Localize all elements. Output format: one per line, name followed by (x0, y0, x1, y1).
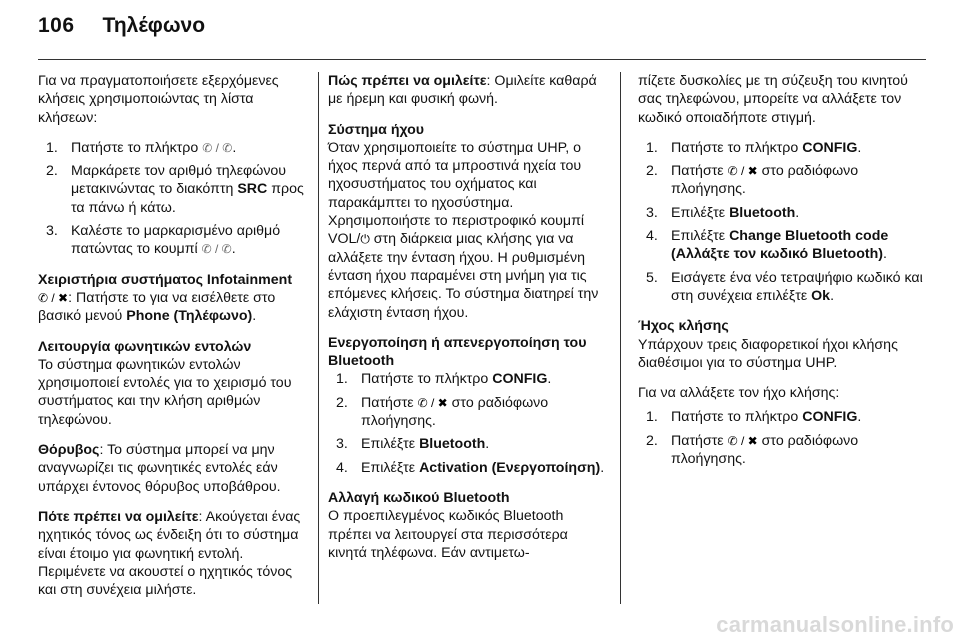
list-item: 2. Πατήστε ✆ / ✖ στο ραδιόφωνο πλοήγησης. (646, 432, 859, 468)
section-heading: Χειριστήρια συστήματος Infotainment (38, 271, 293, 288)
ringtone-paragraph: Υπάρχουν τρεις διαφορετικοί ήχοι κλήσης διαθέσιμοι για το σύστημα UHP. (638, 336, 898, 371)
section-heading: Αλλαγή κωδικού Bluetooth (328, 489, 510, 506)
intro-paragraph: Για να πραγματοποιήσετε εξερχόμενες κλήσεις χρησιμοποιώντας τη λίστα κλήσεων: (38, 73, 279, 126)
how-to-speak-paragraph: Πώς πρέπει να ομιλείτε: Ομιλείτε καθαρά με ήρεμη και φυσική φωνή. (328, 73, 597, 108)
column-1 (38, 72, 308, 611)
section-heading: Ενεργοποίηση ή απενεργοποίηση του Bluetooth (328, 334, 587, 370)
phone-tools-icon: ✆ / ✖ (417, 395, 448, 410)
column-3 (638, 72, 928, 480)
list-item: 1. Πατήστε το πλήκτρο CONFIG. (336, 371, 552, 388)
list-item: 2. Πατήστε ✆ / ✖ στο ραδιόφωνο πλοήγησης. (646, 163, 859, 198)
code-continued-paragraph: πίζετε δυσκολίες με τη σύζευξη του κινητού σας τηλεφώνου, μπορείτε να αλλάξετε τον κωδικό οποιαδήποτε στιγμή. (638, 73, 908, 126)
list-item: 4. Επιλέξτε Activation (Ενεργοποίηση). (336, 459, 605, 476)
infotainment-paragraph: ✆ / ✖: Πατήστε το για να εισέλθετε στο βασικό μενού Phone (Τηλέφωνο). (38, 289, 276, 325)
list-item: 1. Πατήστε το πλήκτρο ✆ / ✆. (46, 139, 237, 156)
list-item: 1. Πατήστε το πλήκτρο CONFIG. (646, 139, 862, 156)
section-heading: Σύστημα ήχου (328, 121, 425, 138)
list-item: 2. Πατήστε ✆ / ✖ στο ραδιόφωνο πλοήγησης. (336, 394, 549, 430)
column-divider (620, 72, 621, 604)
bluetooth-steps (328, 370, 608, 476)
change-code-steps (638, 139, 928, 305)
list-item: 4. Επιλέξτε Change Bluetooth code (Αλλάξτε τον κωδικό Bluetooth). (646, 228, 889, 263)
noise-paragraph: Θόρυβος: Το σύστημα μπορεί να μην αναγνωρίζει τις φωνητικές εντολές εάν υπάρχει έντονος θόρυβος υποβάθρου. (38, 442, 281, 495)
column-2 (328, 72, 608, 574)
list-item: 1. Πατήστε το πλήκτρο CONFIG. (646, 409, 862, 426)
power-icon: ⏻ (360, 232, 370, 247)
header-rule (38, 59, 926, 60)
page-header (38, 14, 205, 50)
page-number: 106 (38, 14, 75, 37)
list-item: 3. Επιλέξτε Bluetooth. (646, 204, 800, 221)
ringtone-intro: Για να αλλάξετε τον ήχο κλήσης: (638, 385, 840, 402)
phone-call-end-icon: ✆ / ✆ (201, 242, 232, 257)
sound-paragraph: Όταν χρησιμοποιείτε το σύστημα UHP, ο ήχος περνά από τα μπροστινά ηχεία του ηχοσυστήματος του οχήματος και παρακάμπτει το ηχοσύστημα. Χρησιμοποιήστε το περιστροφικό κουμπί VOL/⏻ στη διάρκεια μιας κλήσης για να αλλάξετε την ένταση ήχου. Η ρυθμισμένη ένταση ήχου παραμένει στη μνήμη για τις επόμενες κλήσεις. Το σύστημα διατηρεί την ελάχιστη ένταση ήχου. (328, 139, 599, 321)
ringtone-steps (638, 408, 928, 468)
column-divider (318, 72, 319, 604)
phone-tools-icon: ✆ / ✖ (727, 164, 758, 179)
section-heading: Λειτουργία φωνητικών εντολών (38, 338, 252, 355)
code-paragraph: Ο προεπιλεγμένος κωδικός Bluetooth πρέπει να λειτουργεί στα περισσότερα κινητά τηλέφωνα. Εάν αντιμετω- (328, 508, 568, 561)
list-item: 3. Επιλέξτε Bluetooth. (336, 436, 490, 453)
list-item: 2. Μαρκάρετε τον αριθμό τηλεφώνου μετακινώντας το διακόπτη SRC προς τα πάνω ή κάτω. (46, 163, 304, 216)
phone-call-end-icon: ✆ / ✆ (202, 140, 233, 155)
when-to-speak-paragraph: Πότε πρέπει να ομιλείτε: Ακούγεται ένας ηχητικός τόνος ως ένδειξη ότι το σύστημα είναι έτοιμο για φωνητική εντολή. Περιμένετε να ακουστεί ο ηχητικός τόνος και στη συνέχεια μιλήστε. (38, 508, 301, 599)
watermark: carmanualsonline.info (716, 612, 954, 637)
section-heading: Ήχος κλήσης (638, 318, 729, 335)
phone-tools-icon: ✆ / ✖ (38, 290, 69, 305)
voice-paragraph: Το σύστημα φωνητικών εντολών χρησιμοποιεί εντολές για το χειρισμό του συστήματος και την κλήση αριθμών τηλεφώνου. (38, 356, 292, 428)
list-item: 3. Καλέστε το μαρκαρισμένο αριθμό πατώντας το κουμπί ✆ / ✆. (46, 223, 281, 258)
list-item: 5. Εισάγετε ένα νέο τετραψήφιο κωδικό και στη συνέχεια επιλέξτε Ok. (646, 269, 923, 304)
page-title: Τηλέφωνο (102, 14, 206, 37)
phone-tools-icon: ✆ / ✖ (727, 433, 758, 448)
call-list-steps (38, 139, 308, 259)
